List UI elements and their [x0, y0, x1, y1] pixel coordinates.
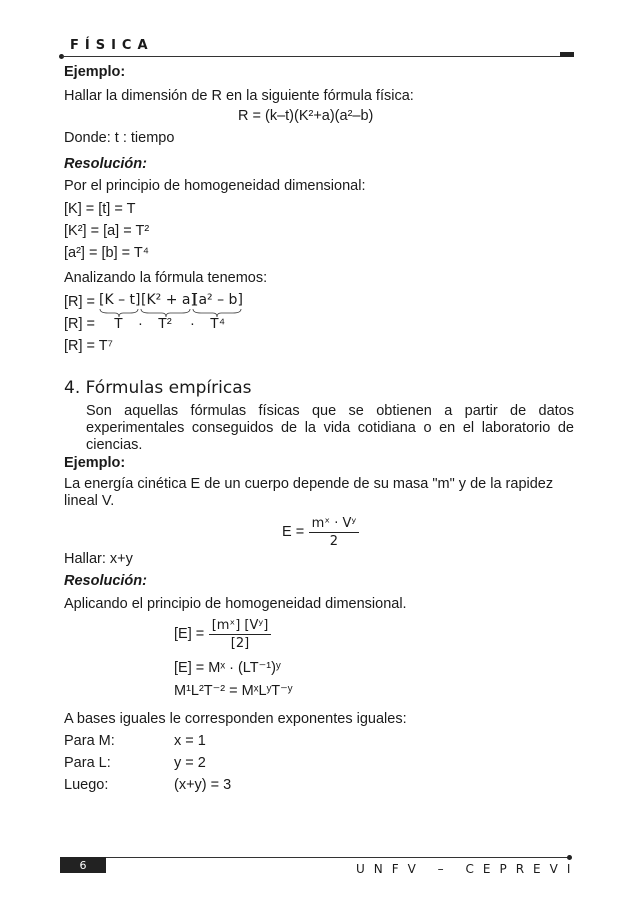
formula-r: R = (k–t)(K²+a)(a²–b)	[238, 108, 374, 124]
header-title: FÍSICA	[70, 38, 154, 53]
energy-dim-fraction	[209, 618, 272, 651]
resolution-text: Por el principio de homogeneidad dimensional:	[64, 178, 366, 194]
row-label-l: Para L:	[64, 755, 111, 771]
bases-text: A bases iguales le corresponden exponentes iguales:	[64, 711, 407, 727]
hallar-text: Hallar: x+y	[64, 551, 133, 567]
energy-dim-lhs: [E] =	[174, 626, 205, 642]
r-result: [R] = T⁷	[64, 338, 113, 354]
header-bar	[560, 52, 574, 57]
energy-dim-eq3: M¹L²T⁻² = MˣLʸT⁻ʸ	[174, 683, 293, 699]
bracket-k-minus-t: [K – t]	[99, 292, 141, 308]
r2-t2: T²	[158, 316, 172, 332]
equation-k2: [K²] = [a] = T²	[64, 223, 150, 239]
row-label-luego: Luego:	[64, 777, 109, 793]
row-value-luego: (x+y) = 3	[174, 777, 232, 793]
resolution2-text: Aplicando el principio de homogeneidad dimensional.	[64, 596, 407, 612]
equation-k: [K] = [t] = T	[64, 201, 136, 217]
resolution2-heading: Resolución:	[64, 573, 147, 589]
footer-rule	[106, 857, 568, 858]
energy-lhs: E =	[282, 524, 305, 540]
energy-dim-denominator: [2]	[230, 636, 250, 651]
r-lhs-1: [R] =	[64, 294, 96, 310]
row-value-m: x = 1	[174, 733, 206, 749]
r2-t3: T⁴	[210, 316, 226, 332]
r2-dot1: ·	[138, 316, 143, 332]
bracket-a2-minus-b: [a² – b]	[193, 292, 243, 308]
energy-dim-eq2: [E] = Mˣ · (LT⁻¹)ʸ	[174, 660, 281, 676]
resolution-heading: Resolución:	[64, 156, 147, 172]
energy-dim-formula	[174, 618, 271, 651]
r2-t1: T	[114, 316, 123, 332]
energy-numerator: mˣ · Vʸ	[309, 516, 360, 533]
footer-dot	[567, 855, 572, 860]
bracket-k2-plus-a: [K² + a]	[141, 292, 196, 308]
energy-formula	[282, 516, 359, 549]
row-value-l: y = 2	[174, 755, 206, 771]
section-description: Son aquellas fórmulas físicas que se obtienen a partir de datos experimentales conseguidos de la vida cotidiana o en el laboratorio de ciencias.	[86, 403, 574, 453]
donde-text: Donde: t : tiempo	[64, 130, 175, 146]
r2-dot2: ·	[190, 316, 195, 332]
section-title: 4. Fórmulas empíricas	[64, 378, 252, 398]
energy-denominator: 2	[329, 534, 339, 549]
energy-dim-numerator: [mˣ] [Vʸ]	[209, 618, 272, 635]
example-text: Hallar la dimensión de R en la siguiente fórmula física:	[64, 88, 414, 104]
energy-fraction	[309, 516, 360, 549]
example2-text: La energía cinética E de un cuerpo depende de su masa "m" y de la rapidez lineal V.	[64, 476, 554, 509]
analysis-text: Analizando la fórmula tenemos:	[64, 270, 268, 286]
r-lhs-2: [R] =	[64, 316, 96, 332]
equation-a2: [a²] = [b] = T⁴	[64, 245, 149, 261]
header-rule	[62, 56, 560, 57]
footer-brand: UNFV – CEPREVI	[356, 862, 580, 876]
example-heading: Ejemplo:	[64, 64, 126, 80]
example2-heading: Ejemplo:	[64, 455, 126, 471]
row-label-m: Para M:	[64, 733, 115, 749]
footer-page-number: 6	[79, 859, 87, 872]
